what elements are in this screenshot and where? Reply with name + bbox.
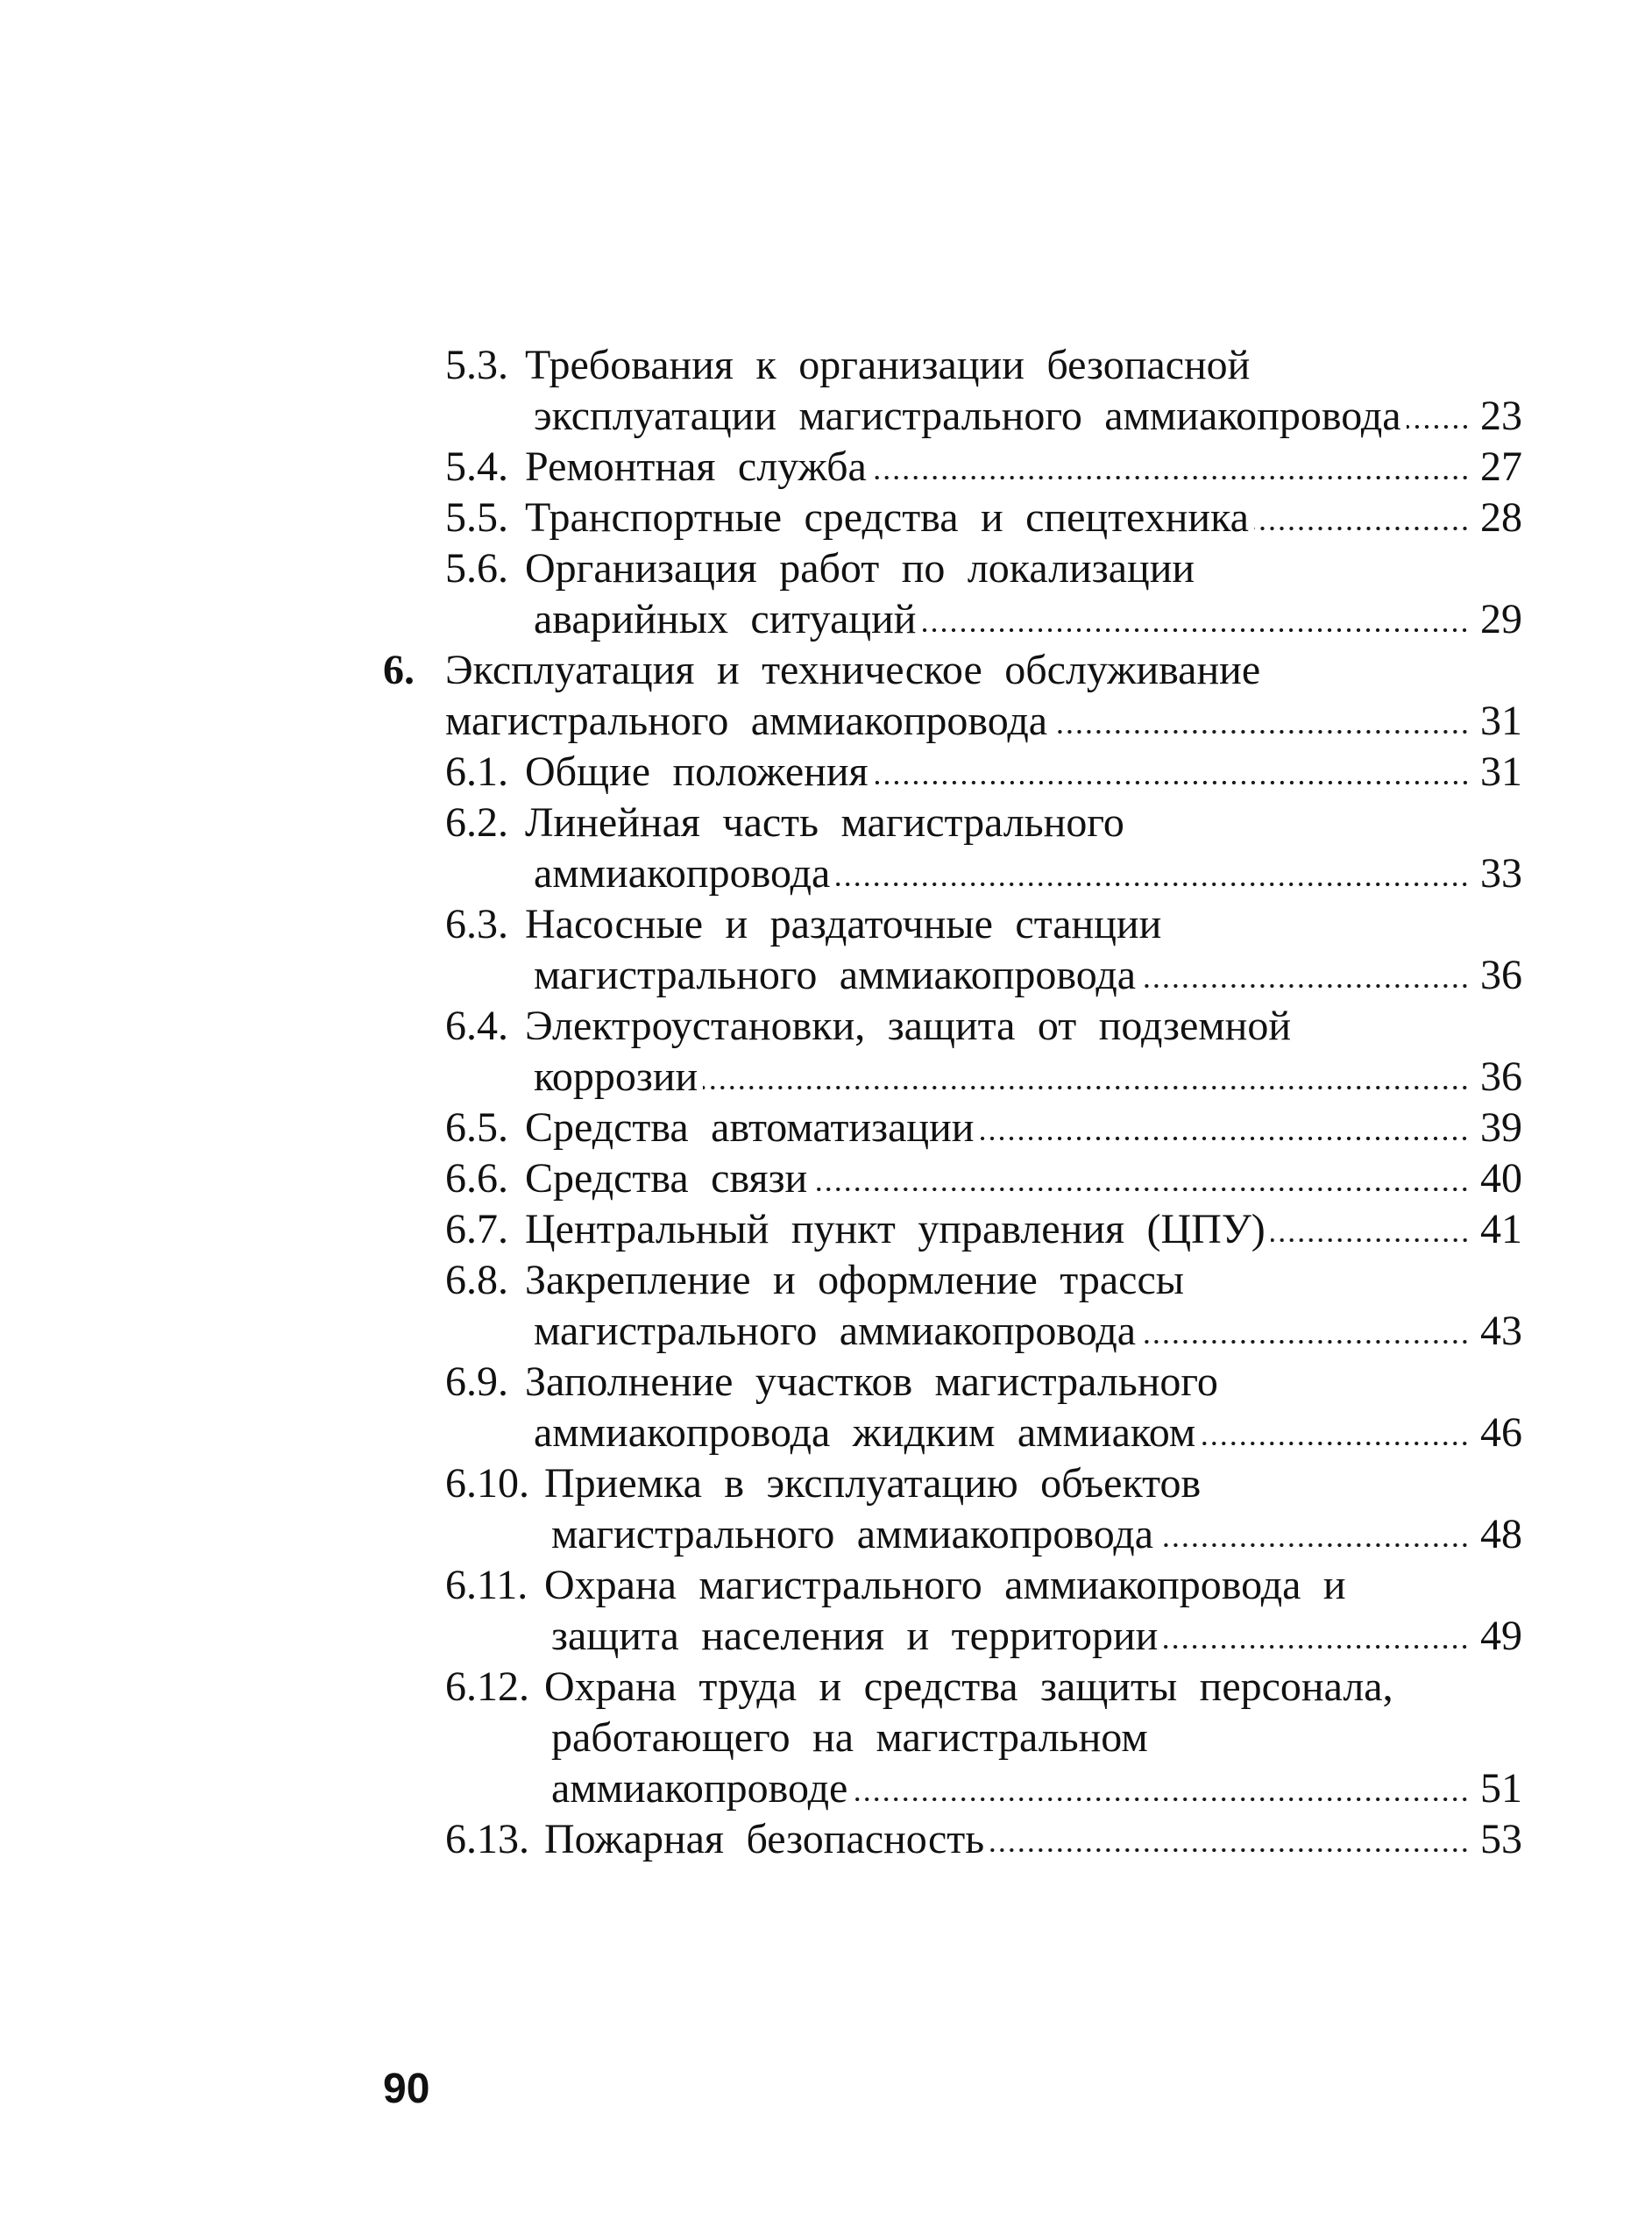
toc-entry-line (525, 1357, 1522, 1408)
toc-entry-number: 6.6. (445, 1155, 508, 1202)
toc-entry-page: 29 (1480, 596, 1522, 642)
toc-entry[interactable] (383, 1153, 1522, 1204)
toc-entry-number: 6.10. (445, 1460, 529, 1507)
toc-entry-line (525, 340, 1522, 391)
toc-entry[interactable] (383, 442, 1522, 493)
toc-entry-page: 40 (1480, 1155, 1522, 1202)
dot-leader (835, 876, 1470, 887)
toc-entry[interactable] (383, 1001, 1522, 1103)
toc-entry-number: 6.13. (445, 1816, 529, 1862)
toc-entry[interactable] (383, 1814, 1522, 1865)
toc-entry-line (551, 1611, 1522, 1662)
toc-entry-page: 33 (1480, 850, 1522, 897)
toc-entry-number: 5.3. (445, 342, 508, 388)
toc-entry-number: 5.5. (445, 494, 508, 541)
toc-entry-title: Насосные и раздаточные станции (525, 901, 1162, 947)
toc-entry[interactable] (383, 899, 1522, 1001)
toc-entry-page: 53 (1480, 1816, 1522, 1862)
table-of-contents (383, 340, 1522, 1865)
dot-leader (921, 622, 1470, 633)
dot-leader (872, 470, 1470, 480)
toc-entry-page: 39 (1480, 1104, 1522, 1151)
toc-entry-line (525, 1255, 1522, 1306)
toc-entry-page: 36 (1480, 952, 1522, 998)
toc-entry-line (551, 1509, 1522, 1560)
toc-entry-number: 5.4. (445, 443, 508, 490)
toc-entry-line (534, 1408, 1522, 1458)
dot-leader (989, 1842, 1470, 1853)
toc-entry-number: 5.6. (445, 545, 508, 592)
dot-leader (1201, 1436, 1470, 1446)
toc-entry-line (445, 696, 1522, 747)
toc-entry-line (525, 1103, 1522, 1153)
toc-entry-line (544, 1662, 1522, 1713)
toc-entry-number: 6.1. (445, 748, 508, 795)
toc-entry-title: Организация работ по локализации (525, 545, 1195, 592)
dot-leader (874, 775, 1470, 785)
toc-entry-title: магистрального аммиакопровода (445, 698, 1048, 744)
toc-entry[interactable] (383, 1103, 1522, 1153)
toc-entry-title: защита населения и территории (551, 1613, 1159, 1659)
dot-leader (703, 1080, 1470, 1090)
toc-entry-title: Охрана магистрального аммиакопровода и (544, 1562, 1346, 1608)
toc-entry-title: Требования к организации безопасной (525, 342, 1251, 388)
toc-entry-line (525, 1153, 1522, 1204)
toc-entry-line (534, 848, 1522, 899)
toc-entry-page: 46 (1480, 1409, 1522, 1456)
toc-entry[interactable] (383, 1204, 1522, 1255)
toc-entry-title: Пожарная безопасность (544, 1816, 985, 1862)
toc-entry[interactable] (383, 798, 1522, 899)
toc-entry-title: аварийных ситуаций (534, 596, 917, 642)
toc-entry-page: 31 (1480, 748, 1522, 795)
toc-entry-page: 48 (1480, 1511, 1522, 1557)
toc-entry-page: 36 (1480, 1053, 1522, 1100)
toc-entry-line (534, 950, 1522, 1001)
toc-entry-title: аммиакопроводе (551, 1765, 848, 1812)
toc-entry[interactable] (383, 340, 1522, 442)
toc-entry[interactable] (383, 1560, 1522, 1662)
toc-entry-number: 6.9. (445, 1358, 508, 1405)
toc-entry-title: магистрального аммиакопровода (534, 952, 1137, 998)
dot-leader (853, 1791, 1470, 1802)
toc-entry-title: магистрального аммиакопровода (551, 1511, 1154, 1557)
toc-entry-title: Закрепление и оформление трассы (525, 1257, 1185, 1303)
toc-entry-line (534, 594, 1522, 645)
toc-entry-line (445, 645, 1522, 696)
toc-entry[interactable] (383, 543, 1522, 645)
toc-entry-title: аммиакопровода жидким аммиаком (534, 1409, 1196, 1456)
toc-entry-title: аммиакопровода (534, 850, 831, 897)
toc-entry[interactable] (383, 1458, 1522, 1560)
toc-entry[interactable] (383, 493, 1522, 543)
toc-entry-line (525, 1204, 1522, 1255)
toc-entry-line (525, 493, 1522, 543)
toc-entry-title: Средства связи (525, 1155, 808, 1202)
dot-leader (1159, 1537, 1470, 1548)
toc-entry-line (525, 442, 1522, 493)
dot-leader (1254, 521, 1470, 531)
toc-entry-title: Средства автоматизации (525, 1104, 975, 1151)
dot-leader (1271, 1232, 1470, 1243)
dot-leader (1053, 724, 1470, 734)
toc-entry-line (544, 1458, 1522, 1509)
toc-entry-line (544, 1560, 1522, 1611)
toc-entry-page: 41 (1480, 1206, 1522, 1252)
toc-entry-title: эксплуатации магистрального аммиакопровода (534, 393, 1401, 439)
toc-entry-number: 6.12. (445, 1663, 529, 1710)
toc-entry-line (525, 1001, 1522, 1052)
toc-entry-line (534, 391, 1522, 442)
toc-entry-number: 6.11. (445, 1562, 528, 1608)
toc-entry-number: 6.5. (445, 1104, 508, 1151)
toc-entry[interactable] (383, 1357, 1522, 1458)
dot-leader (1141, 978, 1470, 989)
toc-entry-page: 43 (1480, 1308, 1522, 1354)
toc-entry-number: 6.3. (445, 901, 508, 947)
dot-leader (1163, 1639, 1470, 1649)
toc-entry-line (525, 798, 1522, 848)
toc-entry[interactable] (383, 645, 1522, 747)
toc-entry-line (525, 899, 1522, 950)
toc-entry-title: Линейная часть магистрального (525, 799, 1124, 846)
toc-entry-title: Заполнение участков магистрального (525, 1358, 1218, 1405)
toc-entry-title: Ремонтная служба (525, 443, 867, 490)
toc-entry-number: 6.8. (445, 1257, 508, 1303)
toc-entry-title: работающего на магистральном (551, 1714, 1148, 1761)
toc-entry-page: 27 (1480, 443, 1522, 490)
toc-entry-line (525, 747, 1522, 798)
toc-entry-title: Охрана труда и средства защиты персонала, (544, 1663, 1393, 1710)
toc-entry-number: 6.7. (445, 1206, 508, 1252)
toc-entry-title: Электроустановки, защита от подземной (525, 1003, 1292, 1049)
toc-entry-number: 6.4. (445, 1003, 508, 1049)
toc-entry-line (534, 1052, 1522, 1103)
dot-leader (979, 1131, 1470, 1141)
toc-entry-number: 6.2. (445, 799, 508, 846)
toc-entry-page: 28 (1480, 494, 1522, 541)
toc-entry-title: Центральный пункт управления (ЦПУ) (525, 1206, 1266, 1252)
toc-entry-line (551, 1713, 1522, 1763)
page-number: 90 (383, 2066, 430, 2112)
toc-entry-page: 23 (1480, 393, 1522, 439)
dot-leader (1141, 1334, 1470, 1344)
toc-entry-title: коррозии (534, 1053, 698, 1100)
toc-entry-line (551, 1763, 1522, 1814)
toc-entry[interactable] (383, 1255, 1522, 1357)
toc-entry-title: магистрального аммиакопровода (534, 1308, 1137, 1354)
toc-entry-title: Транспортные средства и спецтехника (525, 494, 1249, 541)
toc-entry[interactable] (383, 747, 1522, 798)
toc-entry-title: Эксплуатация и техническое обслуживание (445, 647, 1261, 693)
toc-entry-line (544, 1814, 1522, 1865)
toc-entry-line (534, 1306, 1522, 1357)
toc-entry-page: 31 (1480, 698, 1522, 744)
toc-entry-number: 6. (383, 647, 415, 693)
toc-entry[interactable] (383, 1662, 1522, 1814)
toc-entry-page: 51 (1480, 1765, 1522, 1812)
toc-entry-title: Приемка в эксплуатацию объектов (544, 1460, 1202, 1507)
toc-entry-page: 49 (1480, 1613, 1522, 1659)
dot-leader (812, 1181, 1470, 1192)
toc-entry-line (525, 543, 1522, 594)
dot-leader (1407, 419, 1470, 429)
toc-entry-title: Общие положения (525, 748, 869, 795)
